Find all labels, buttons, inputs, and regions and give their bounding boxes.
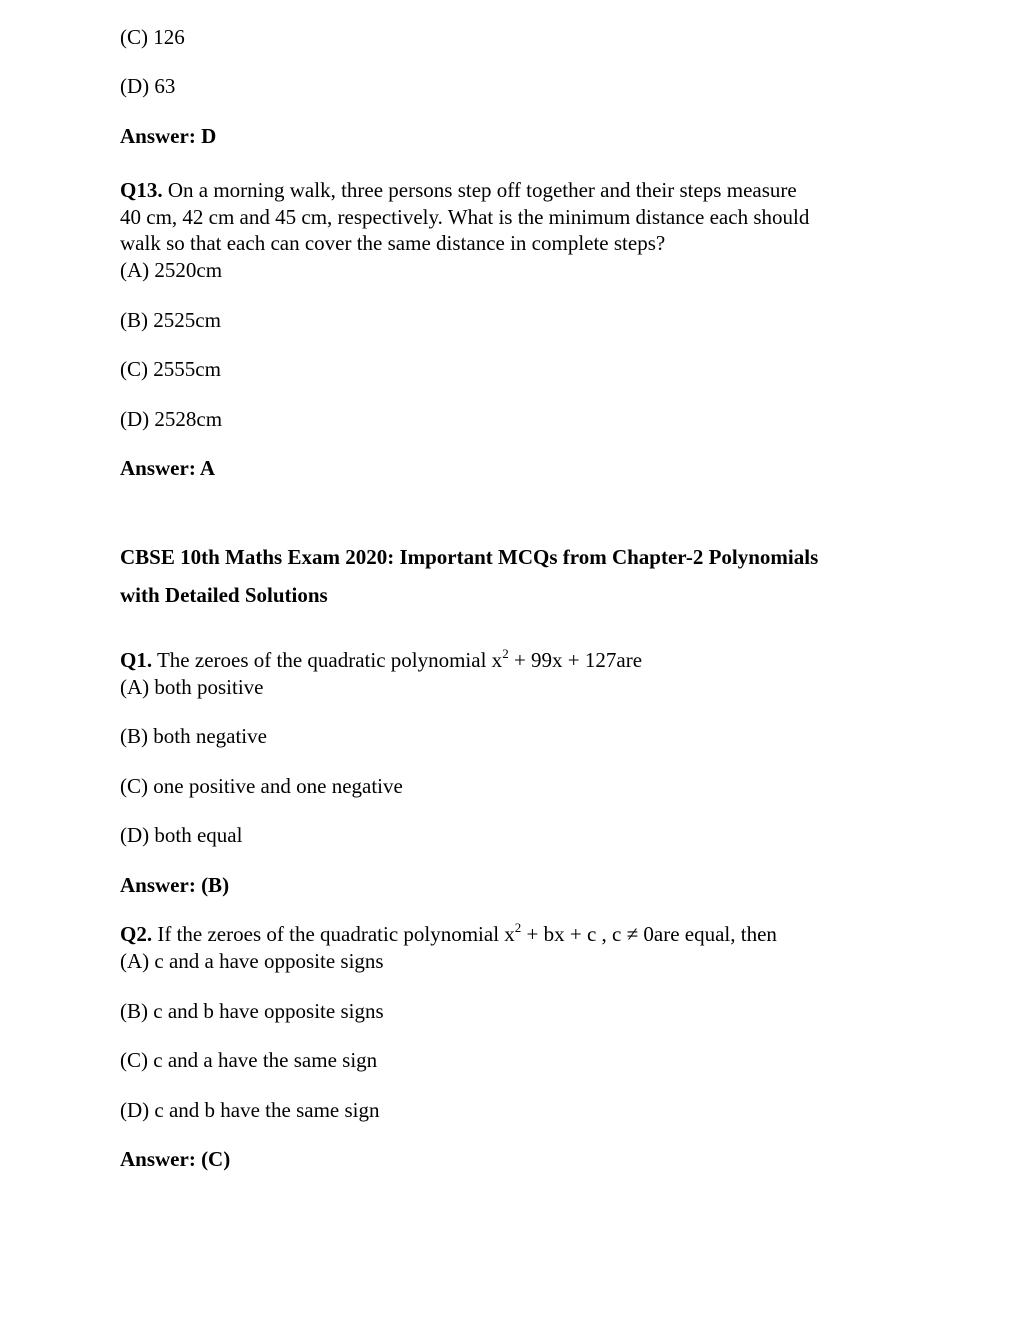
- option-c: (C) c and a have the same sign: [120, 1048, 378, 1072]
- option-a: (A) 2520cm: [120, 258, 223, 282]
- superscript: 2: [502, 646, 509, 661]
- question-text: On a morning walk, three persons step off together and their steps measure: [167, 178, 797, 202]
- question-2: [120, 921, 777, 947]
- option-d: (D) 63: [120, 74, 176, 98]
- option-c: (C) 2555cm: [120, 357, 221, 381]
- option-a: (A) c and a have opposite signs: [120, 949, 384, 973]
- option-d: (D) 2528cm: [120, 407, 223, 431]
- option-b: (B) c and b have opposite signs: [120, 999, 384, 1023]
- question-text: The zeroes of the quadratic polynomial x: [156, 648, 503, 672]
- answer: Answer: D: [120, 124, 217, 148]
- option-b: (B) 2525cm: [120, 308, 221, 332]
- option-b: (B) both negative: [120, 724, 267, 748]
- question-label: Q1.: [120, 648, 153, 672]
- question-13-line2: 40 cm, 42 cm and 45 cm, respectively. What is the minimum distance each should: [120, 205, 810, 229]
- option-d: (D) c and b have the same sign: [120, 1098, 380, 1122]
- question-13-line1: [120, 177, 797, 203]
- option-c: (C) 126: [120, 25, 185, 49]
- answer: Answer: A: [120, 456, 216, 480]
- question-1: [120, 647, 642, 673]
- superscript: 2: [514, 920, 522, 935]
- section-heading-line2: with Detailed Solutions: [120, 583, 328, 607]
- section-heading-line1: CBSE 10th Maths Exam 2020: Important MCQs from Chapter-2 Polynomials: [120, 545, 819, 569]
- option-a: (A) both positive: [120, 675, 264, 699]
- question-label: Q13.: [120, 178, 163, 202]
- question-text: If the zeroes of the quadratic polynomial x: [157, 922, 515, 946]
- answer: Answer: (C): [120, 1147, 231, 1171]
- option-c: (C) one positive and one negative: [120, 774, 403, 798]
- answer: Answer: (B): [120, 873, 230, 897]
- option-d: (D) both equal: [120, 823, 243, 847]
- question-text-end: + 99x + 127are: [508, 648, 643, 672]
- question-13-line3: walk so that each can cover the same distance in complete steps?: [120, 231, 666, 255]
- question-label: Q2.: [120, 922, 153, 946]
- question-text-end: + bx + c , c ≠ 0are equal, then: [521, 922, 777, 946]
